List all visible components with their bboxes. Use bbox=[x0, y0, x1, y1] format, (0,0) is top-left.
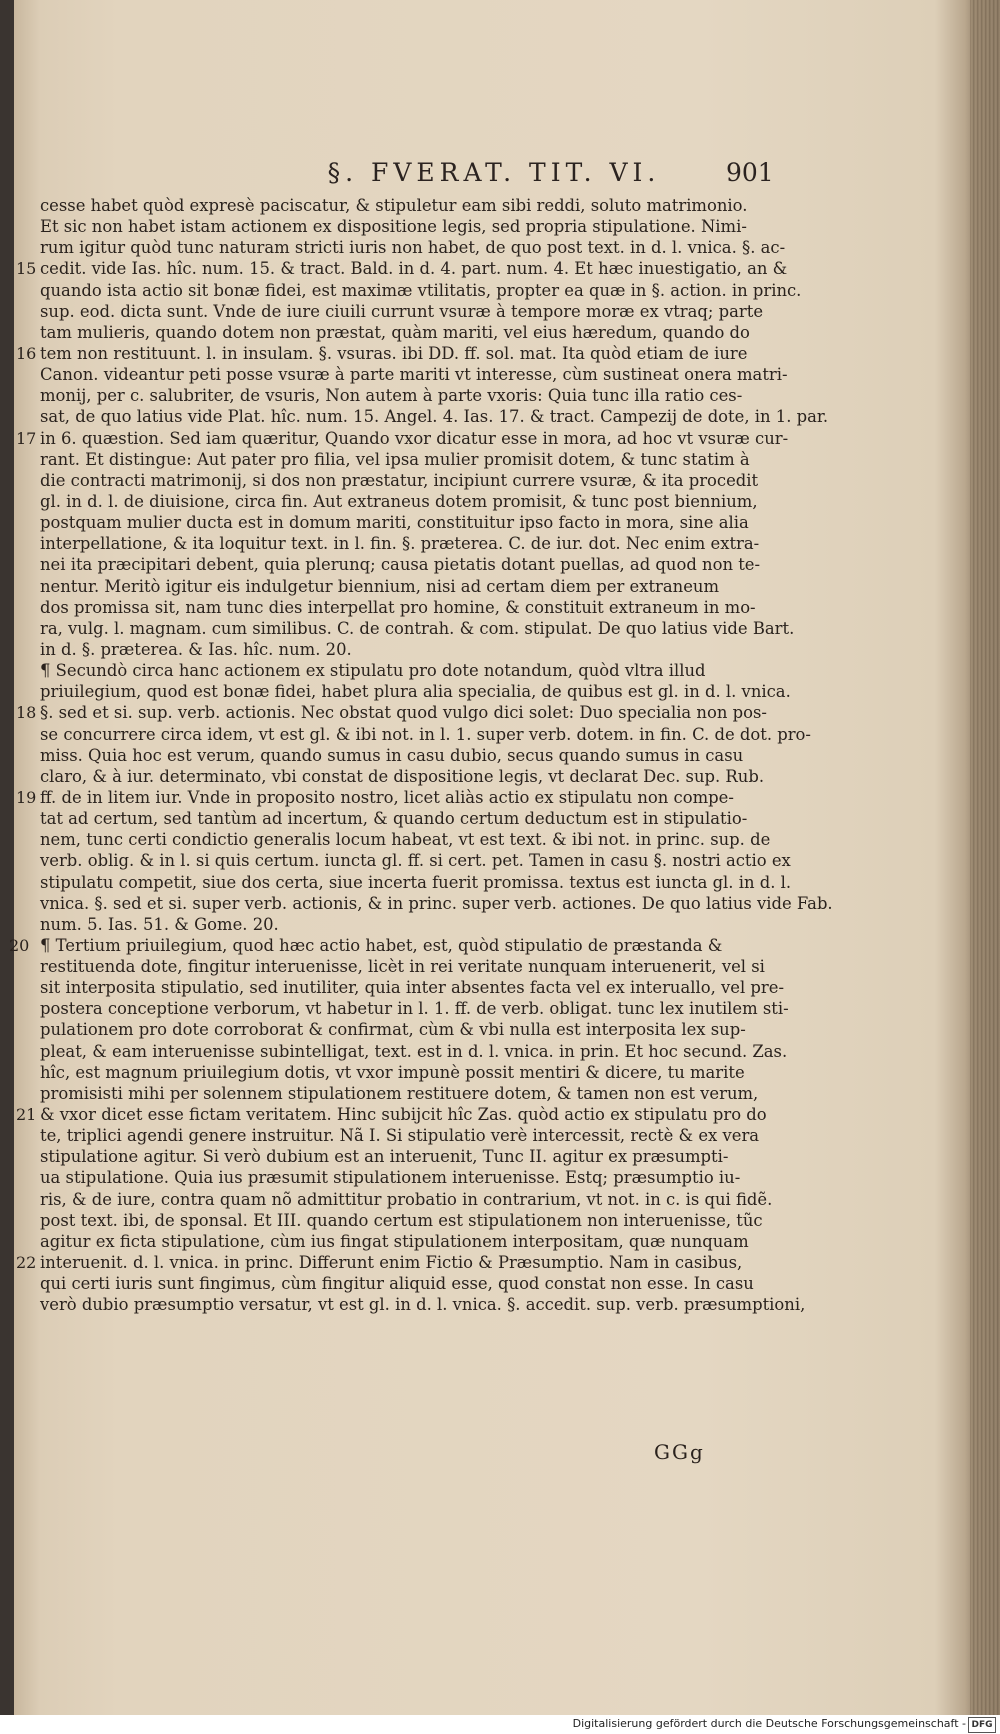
line-text: stipulatione agitur. Si verò dubium est an interuenit, Tunc II. agitur ex præsumpti- bbox=[40, 1147, 729, 1167]
text-line bbox=[40, 1146, 754, 1167]
text-line bbox=[16, 787, 754, 808]
line-text: postquam mulier ducta est in domum mariti, constituitur ipso facto in mora, sine alia bbox=[40, 513, 749, 533]
text-line bbox=[16, 343, 754, 364]
text-line bbox=[40, 406, 829, 427]
line-text: hîc, est magnum priuilegium dotis, vt vxor impunè possit mentiri & dicere, tu marite bbox=[40, 1062, 745, 1082]
margin-line-number: 19 bbox=[16, 787, 37, 807]
margin-line-number: 21 bbox=[16, 1105, 37, 1125]
text-line bbox=[16, 428, 789, 449]
text-line bbox=[40, 724, 811, 745]
line-text: rum igitur quòd tunc naturam stricti iuris non habet, de quo post text. in d. l. vnica. §. ac- bbox=[40, 238, 786, 258]
line-text: claro, & à iur. determinato, vbi constat de dispositione legis, vt declarat Dec. sup. Rub. bbox=[40, 766, 765, 786]
line-text: sup. eod. dicta sunt. Vnde de iure ciuili currunt vsuræ à tempore moræ ex vtraq; parte bbox=[40, 301, 764, 321]
text-line bbox=[40, 998, 789, 1019]
text-line bbox=[40, 1273, 754, 1294]
text-line bbox=[40, 385, 754, 406]
line-text: se concurrere circa idem, vt est gl. & ibi not. in l. 1. super verb. dotem. in fin. C. de dot. pro- bbox=[40, 724, 811, 744]
text-line bbox=[40, 216, 754, 237]
line-text: pleat, & eam interuenisse subintelligat, text. est in d. l. vnica. in prin. Et hoc secund. Zas. bbox=[40, 1041, 788, 1061]
text-line bbox=[40, 301, 764, 322]
text-line bbox=[40, 280, 802, 301]
line-text: pulationem pro dote corroborat & confirmat, cùm & vbi nulla est interposita lex sup- bbox=[40, 1020, 746, 1040]
book-page bbox=[9, 0, 958, 1715]
line-text: interpellatione, & ita loquitur text. in l. fin. §. præterea. C. de iur. dot. Nec enim extra- bbox=[40, 534, 760, 554]
text-line bbox=[40, 237, 786, 258]
line-text: ¶ Tertium priuilegium, quod hæc actio habet, est, quòd stipulatio de præstanda & bbox=[40, 935, 723, 955]
folio-number: 901 bbox=[726, 158, 774, 187]
line-text: miss. Quia hoc est verum, quando sumus in casu dubio, secus quando sumus in casu bbox=[40, 745, 744, 765]
footer-credit: Digitalisierung gefördert durch die Deutsche Forschungsgemeinschaft - bbox=[572, 1717, 966, 1730]
line-text: tat ad certum, sed tantùm ad incertum, & quando certum deductum est in stipulatio- bbox=[40, 809, 748, 829]
line-text: dos promissa sit, nam tunc dies interpellat pro homine, & constituit extraneum in mo- bbox=[40, 597, 756, 617]
text-line bbox=[40, 1189, 773, 1210]
text-line bbox=[40, 1210, 763, 1231]
text-line bbox=[40, 322, 754, 343]
text-line bbox=[40, 597, 754, 618]
line-text: verb. oblig. & in l. si quis certum. iuncta gl. ff. si cert. pet. Tamen in casu §. nostri actio ex bbox=[40, 851, 791, 871]
text-line bbox=[40, 470, 759, 491]
page-leaf-edges bbox=[970, 0, 1000, 1734]
line-text: & vxor dicet esse fictam veritatem. Hinc subijcit hîc Zas. quòd actio ex stipulatu pro do bbox=[40, 1105, 767, 1125]
line-text: ¶ Secundò circa hanc actionem ex stipulatu pro dote notandum, quòd vltra illud bbox=[40, 661, 706, 681]
text-line bbox=[40, 1062, 754, 1083]
text-line bbox=[40, 639, 754, 660]
line-text: Canon. videantur peti posse vsuræ à parte mariti vt interesse, cùm sustineat onera matri- bbox=[40, 365, 788, 385]
text-line bbox=[16, 702, 767, 723]
line-text: cesse habet quòd expresè paciscatur, & stipuletur eam sibi reddi, soluto matrimonio. bbox=[40, 196, 748, 215]
dfg-logo-icon: DFG bbox=[968, 1717, 996, 1733]
text-line bbox=[40, 1167, 754, 1188]
margin-line-number: 15 bbox=[16, 259, 37, 279]
line-text: verò dubio præsumptio versatur, vt est gl. in d. l. vnica. §. accedit. sup. verb. præsumptioni, bbox=[40, 1295, 806, 1315]
line-text: cedit. vide Ias. hîc. num. 15. & tract. Bald. in d. 4. part. num. 4. Et hæc inuestigatio, an & bbox=[40, 259, 788, 279]
line-text: sit interposita stipulatio, sed inutiliter, quia inter absentes facta vel ex interuallo, vel pre- bbox=[40, 978, 784, 998]
line-text: rant. Et distingue: Aut pater pro filia, vel ipsa mulier promisit dotem, & tunc statim à bbox=[40, 449, 750, 469]
text-line bbox=[16, 1104, 767, 1125]
line-text: tem non restituunt. l. in insulam. §. vsuras. ibi DD. ff. sol. mat. Ita quòd etiam de iure bbox=[40, 343, 748, 363]
text-line bbox=[40, 1125, 760, 1146]
line-text: qui certi iuris sunt fingimus, cùm fingitur aliquid esse, quod constat non esse. In casu bbox=[40, 1274, 754, 1294]
text-line bbox=[40, 364, 788, 385]
text-line bbox=[16, 1252, 754, 1273]
page-body-text bbox=[9, 195, 833, 1315]
digitization-footer bbox=[0, 1715, 1000, 1734]
line-text: nei ita præcipitari debent, quia plerunq; causa pietatis dotant puellas, ad quod non te- bbox=[40, 555, 761, 575]
text-line bbox=[40, 745, 754, 766]
line-text: priuilegium, quod est bonæ fidei, habet plura alia specialia, de quibus est gl. in d. l. vnica. bbox=[40, 682, 791, 702]
line-text: quando ista actio sit bonæ fidei, est maximæ vtilitatis, propter ea quæ in §. action. in princ. bbox=[40, 280, 802, 300]
text-line bbox=[40, 1041, 788, 1062]
line-text: postera conceptione verborum, vt habetur in l. 1. ff. de verb. obligat. tunc lex inutilem sti- bbox=[40, 999, 789, 1019]
text-line bbox=[40, 512, 754, 533]
line-text: ris, & de iure, contra quam nõ admittitur probatio in contrarium, vt not. in c. is qui fidẽ. bbox=[40, 1189, 773, 1209]
text-line bbox=[40, 1294, 806, 1315]
line-text: ra, vulg. l. magnam. cum similibus. C. de contrah. & com. stipulat. De quo latius vide Bart. bbox=[40, 618, 795, 638]
line-text: monij, per c. salubriter, de vsuris, Non autem à parte vxoris: Quia tunc illa ratio ces- bbox=[40, 386, 743, 406]
line-text: Et sic non habet istam actionem ex dispositione legis, sed propria stipulatione. Nimi- bbox=[40, 217, 747, 237]
text-line bbox=[40, 449, 754, 470]
line-text: ua stipulatione. Quia ius præsumit stipulationem interuenisse. Estq; præsumptio iu- bbox=[40, 1168, 741, 1188]
text-line bbox=[40, 681, 791, 702]
line-text: promisisti mihi per solennem stipulationem restituere dotem, & tamen non est verum, bbox=[40, 1083, 759, 1103]
text-line bbox=[40, 914, 754, 935]
line-text: num. 5. Ias. 51. & Gome. 20. bbox=[40, 914, 279, 934]
text-line bbox=[9, 935, 754, 956]
text-line bbox=[40, 1019, 754, 1040]
text-line bbox=[40, 1083, 759, 1104]
line-text: in d. §. præterea. & Ias. hîc. num. 20. bbox=[40, 639, 352, 659]
text-line bbox=[40, 1231, 754, 1252]
line-text: ff. de in litem iur. Vnde in proposito nostro, licet aliàs actio ex stipulatu non compe- bbox=[40, 787, 734, 807]
margin-line-number: 18 bbox=[16, 703, 37, 723]
text-line bbox=[40, 766, 765, 787]
margin-line-number: 17 bbox=[16, 428, 37, 448]
text-line bbox=[16, 258, 788, 279]
text-line bbox=[40, 554, 761, 575]
line-text: restituenda dote, fingitur interuenisse, licèt in rei veritate nunquam interuenerit, vel si bbox=[40, 957, 765, 977]
text-line bbox=[40, 872, 792, 893]
text-line bbox=[40, 977, 784, 998]
text-line bbox=[40, 956, 765, 977]
line-text: nentur. Meritò igitur eis indulgetur biennium, nisi ad certam diem per extraneum bbox=[40, 576, 720, 596]
text-line bbox=[40, 491, 758, 512]
text-line bbox=[40, 829, 771, 850]
line-text: die contracti matrimonij, si dos non præstatur, incipiunt currere vsuræ, & ita procedit bbox=[40, 470, 759, 490]
margin-line-number: 20 bbox=[9, 935, 30, 955]
line-text: stipulatu competit, siue dos certa, siue incerta fuerit promissa. textus est iuncta gl. in d. l. bbox=[40, 872, 792, 892]
line-text: nem, tunc certi condictio generalis locum habeat, vt est text. & ibi not. in princ. sup. de bbox=[40, 830, 771, 850]
line-text: agitur ex ficta stipulatione, cùm ius fingat stipulationem interpositam, quæ nunquam bbox=[40, 1231, 749, 1251]
text-line bbox=[40, 576, 754, 597]
text-line bbox=[40, 618, 795, 639]
line-text: te, triplici agendi genere instruitur. Nã I. Si stipulatio verè intercessit, rectè & ex vera bbox=[40, 1126, 760, 1146]
line-text: sat, de quo latius vide Plat. hîc. num. 15. Angel. 4. Ias. 17. & tract. Campezij de dote, in 1. par. bbox=[40, 407, 829, 427]
line-text: interuenit. d. l. vnica. in princ. Differunt enim Fictio & Præsumptio. Nam in casibus, bbox=[40, 1253, 743, 1273]
line-text: tam mulieris, quando dotem non præstat, quàm mariti, vel eius hæredum, quando do bbox=[40, 322, 750, 342]
text-line bbox=[40, 660, 754, 681]
line-text: gl. in d. l. de diuisione, circa fin. Aut extraneus dotem promisit, & tunc post biennium, bbox=[40, 491, 758, 511]
line-text: in 6. quæstion. Sed iam quæritur, Quando vxor dicatur esse in mora, ad hoc vt vsuræ cur- bbox=[40, 428, 789, 448]
text-line bbox=[40, 533, 760, 554]
margin-line-number: 22 bbox=[16, 1253, 37, 1273]
line-text: §. sed et si. sup. verb. actionis. Nec obstat quod vulgo dici solet: Duo specialia non pos- bbox=[40, 703, 767, 723]
line-text: post text. ibi, de sponsal. Et III. quando certum est stipulationem non interuenisse, tũc bbox=[40, 1210, 763, 1230]
signature-mark: GGg bbox=[654, 1440, 705, 1464]
text-line bbox=[40, 893, 833, 914]
text-line bbox=[40, 850, 791, 871]
line-text: vnica. §. sed et si. super verb. actionis, & in princ. super verb. actiones. De quo latius vide Fab. bbox=[40, 893, 833, 913]
margin-line-number: 16 bbox=[16, 343, 37, 363]
text-line bbox=[40, 808, 754, 829]
text-line bbox=[40, 195, 754, 216]
running-head: §. FVERAT. TIT. VI. bbox=[327, 158, 661, 187]
